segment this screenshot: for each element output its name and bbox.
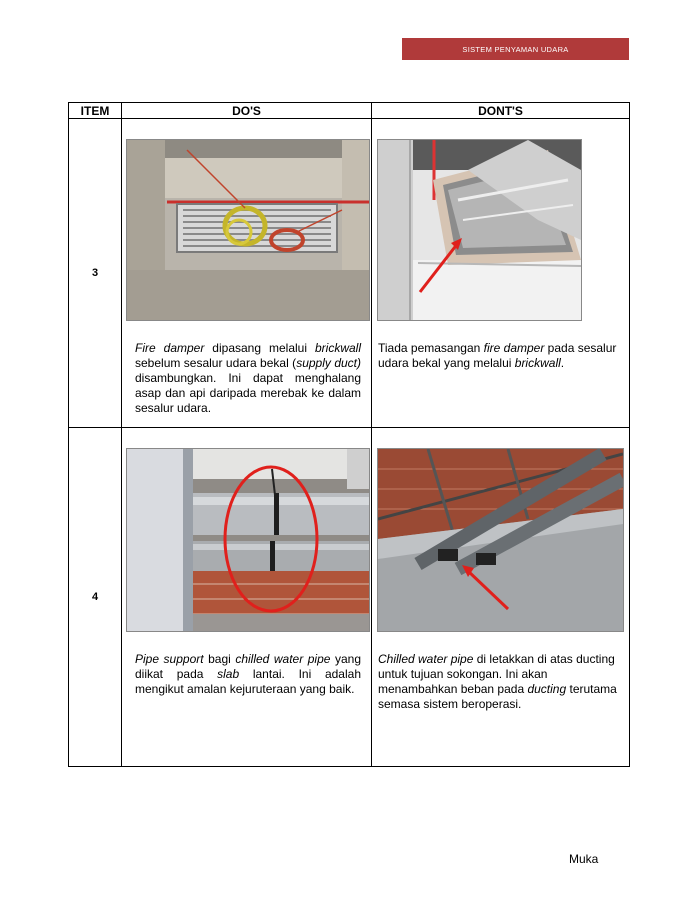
caption-italic-term: Chilled water pipe: [378, 652, 474, 666]
table-row: [69, 428, 630, 767]
donts-cell: [372, 119, 630, 428]
caption-text: Tiada pemasangan: [378, 341, 484, 355]
photo-pipe-support: [126, 448, 370, 632]
caption-text: bagi: [203, 652, 236, 666]
caption-italic-term: fire damper: [483, 341, 545, 355]
caption-text: di letakkan di atas ducting untuk tujuan sokongan. Ini akan menambahkan beban pada: [378, 652, 615, 696]
caption-text: dipasang melalui: [204, 341, 315, 355]
caption-text: sebelum sesalur udara bekal (: [135, 356, 297, 370]
caption-italic-term: brickwall: [514, 356, 561, 370]
caption-italic-term: supply duct): [296, 356, 361, 370]
dos-donts-table: [68, 102, 630, 767]
caption-text: yang diikat pada: [135, 652, 361, 681]
header-item: ITEM: [69, 103, 122, 119]
item-number: 4: [69, 428, 122, 767]
item-number: 3: [69, 119, 122, 428]
caption-italic-term: ducting: [527, 682, 567, 696]
dos-caption: [135, 341, 361, 416]
donts-cell: [372, 428, 630, 767]
caption-italic-term: Fire damper: [135, 341, 205, 355]
caption-text: disambungkan. Ini dapat menghalang asap dan api daripada merebak ke dalam sesalur udara.: [135, 371, 361, 415]
caption-italic-term: slab: [217, 667, 240, 681]
table-row: [69, 119, 630, 428]
caption-text: terutama semasa sistem beroperasi.: [378, 682, 617, 711]
caption-italic-term: brickwall: [314, 341, 361, 355]
caption-text: .: [560, 356, 565, 370]
dos-caption: [135, 652, 361, 697]
dos-cell: [122, 119, 372, 428]
donts-caption: [378, 652, 621, 712]
caption-text: lantai. Ini adalah mengikut amalan kejuruteraan yang baik.: [135, 667, 361, 696]
header-banner-text: SISTEM PENYAMAN UDARA: [462, 44, 569, 54]
header-banner: [402, 38, 629, 60]
table-header-row: [69, 103, 630, 119]
header-donts: DONT'S: [372, 103, 630, 119]
header-dos: DO'S: [122, 103, 372, 119]
page-footer: Muka: [569, 852, 599, 866]
donts-caption: [378, 341, 621, 371]
caption-text: pada sesalur udara bekal yang melalui: [378, 341, 617, 370]
caption-italic-term: chilled water pipe: [235, 652, 331, 666]
dos-cell: [122, 428, 372, 767]
caption-italic-term: Pipe support: [135, 652, 204, 666]
photo-pipe-on-ducting: [377, 448, 624, 632]
photo-fire-damper-installed: [126, 139, 370, 321]
photo-no-fire-damper: [377, 139, 582, 321]
